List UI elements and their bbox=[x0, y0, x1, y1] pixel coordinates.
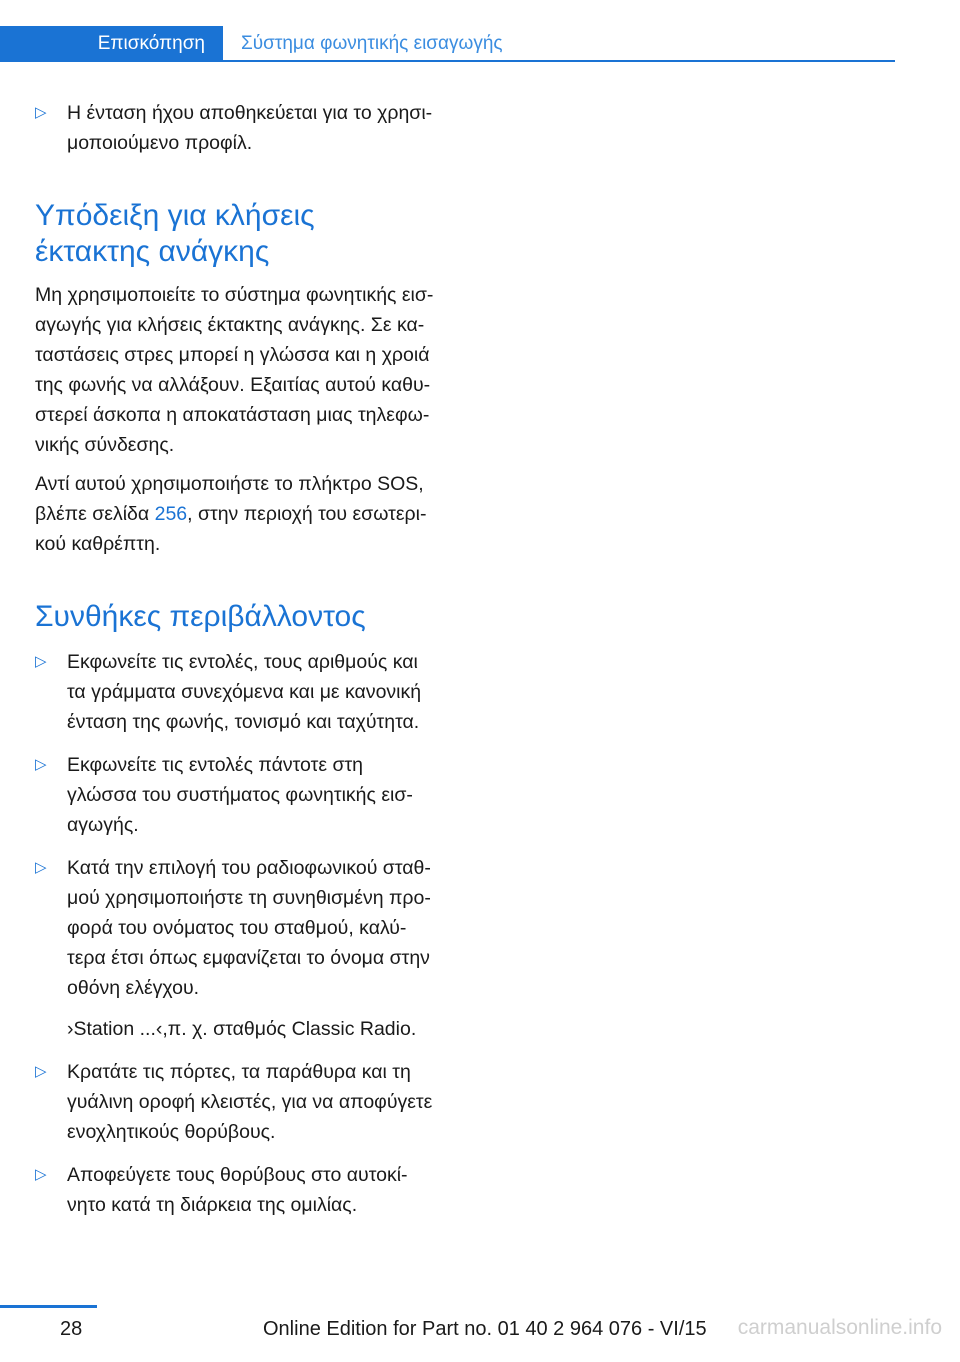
paragraph-line: Μη χρησιμοποιείτε το σύστημα φωνητικής εισ- bbox=[35, 284, 434, 306]
bullet-line: νητο κατά τη διάρκεια της ομιλίας. bbox=[67, 1194, 358, 1216]
bullet-example: ›Station ...‹,π. χ. σταθμός Classic Radio. bbox=[67, 1018, 417, 1040]
bullet-line: γλώσσα του συστήματος φωνητικής εισ- bbox=[67, 784, 413, 806]
list-item bbox=[35, 1160, 455, 1220]
watermark-logo: carmanualsonline.info bbox=[737, 1316, 942, 1339]
tab-voice-control[interactable]: Σύστημα φωνητικής εισαγωγής bbox=[241, 33, 503, 54]
paragraph-line: αγωγής για κλήσεις έκτακτης ανάγκης. Σε κα- bbox=[35, 314, 425, 336]
paragraph-line: νικής σύνδεσης. bbox=[35, 434, 175, 456]
edition-text: Online Edition for Part no. 01 40 2 964 076 - VI/15 bbox=[263, 1318, 707, 1340]
bullet-line: Η ένταση ήχου αποθηκεύεται για το χρησι- bbox=[67, 102, 433, 124]
triangle-right-icon: ▷ bbox=[35, 104, 47, 121]
paragraph-line: στερεί άσκοπα η αποκατάσταση μιας τηλεφω- bbox=[35, 404, 430, 426]
triangle-right-icon: ▷ bbox=[35, 1166, 47, 1183]
page-number: 28 bbox=[60, 1318, 83, 1340]
paragraph-text: , στην περιοχή του εσωτερι- bbox=[187, 503, 427, 525]
heading-line: Υπόδειξη για κλήσεις bbox=[35, 199, 315, 232]
bullet-line: μοποιούμενο προφίλ. bbox=[67, 132, 253, 154]
paragraph-line: Αντί αυτού χρησιμοποιήστε το πλήκτρο SOS, bbox=[35, 473, 424, 495]
bullet-line: τερα έτσι όπως εμφανίζεται το όνομα στην bbox=[67, 947, 430, 969]
bullet-line: γυάλινη οροφή κλειστές, για να αποφύγετε bbox=[67, 1091, 433, 1113]
bullet-line: αγωγής. bbox=[67, 814, 139, 836]
sos-paragraph bbox=[35, 469, 455, 559]
paragraph-line: ταστάσεις στρες μπορεί η γλώσσα και η χροιά bbox=[35, 344, 430, 366]
bullet-line: Κατά την επιλογή του ραδιοφωνικού σταθ- bbox=[67, 857, 431, 879]
footer-rule bbox=[0, 1305, 97, 1308]
list-item bbox=[35, 98, 455, 158]
page-content bbox=[35, 98, 455, 1233]
list-item bbox=[35, 750, 455, 840]
tab-overview[interactable]: Επισκόπηση bbox=[0, 26, 223, 62]
bullet-line: τα γράμματα συνεχόμενα και με κανονική bbox=[67, 681, 422, 703]
heading-line: έκτακτης ανάγκης bbox=[35, 235, 270, 268]
triangle-right-icon: ▷ bbox=[35, 859, 47, 876]
list-item bbox=[35, 647, 455, 737]
emergency-paragraph bbox=[35, 280, 455, 460]
paragraph-line: κού καθρέπτη. bbox=[35, 533, 161, 555]
section-heading-emergency bbox=[35, 198, 455, 270]
bullet-line: οθόνη ελέγχου. bbox=[67, 977, 200, 999]
page-link[interactable]: 256 bbox=[154, 503, 188, 525]
bullet-line: ένταση της φωνής, τονισμό και ταχύτητα. bbox=[67, 711, 420, 733]
paragraph-line: της φωνής να αλλάξουν. Εξαιτίας αυτού καθυ- bbox=[35, 374, 431, 396]
bullet-line: φορά του ονόματος του σταθμού, καλύ- bbox=[67, 917, 407, 939]
bullet-line: Εκφωνείτε τις εντολές πάντοτε στη bbox=[67, 754, 364, 776]
paragraph-text: βλέπε σελίδα bbox=[35, 503, 155, 525]
triangle-right-icon: ▷ bbox=[35, 756, 47, 773]
paragraph-line bbox=[35, 499, 455, 529]
bullet-line: Κρατάτε τις πόρτες, τα παράθυρα και τη bbox=[67, 1061, 411, 1083]
list-item bbox=[35, 1057, 455, 1147]
section-heading-environment: Συνθήκες περιβάλλοντος bbox=[35, 600, 366, 633]
triangle-right-icon: ▷ bbox=[35, 653, 47, 670]
bullet-line: Αποφεύγετε τους θορύβους στο αυτοκί- bbox=[67, 1164, 408, 1186]
page-header bbox=[0, 26, 895, 62]
bullet-line: Εκφωνείτε τις εντολές, τους αριθμούς και bbox=[67, 651, 418, 673]
bullet-line: μού χρησιμοποιήστε τη συνηθισμένη προ- bbox=[67, 887, 431, 909]
bullet-line: ενοχλητικούς θορύβους. bbox=[67, 1121, 276, 1143]
triangle-right-icon: ▷ bbox=[35, 1063, 47, 1080]
header-rule bbox=[223, 60, 895, 62]
list-item bbox=[35, 853, 455, 1044]
